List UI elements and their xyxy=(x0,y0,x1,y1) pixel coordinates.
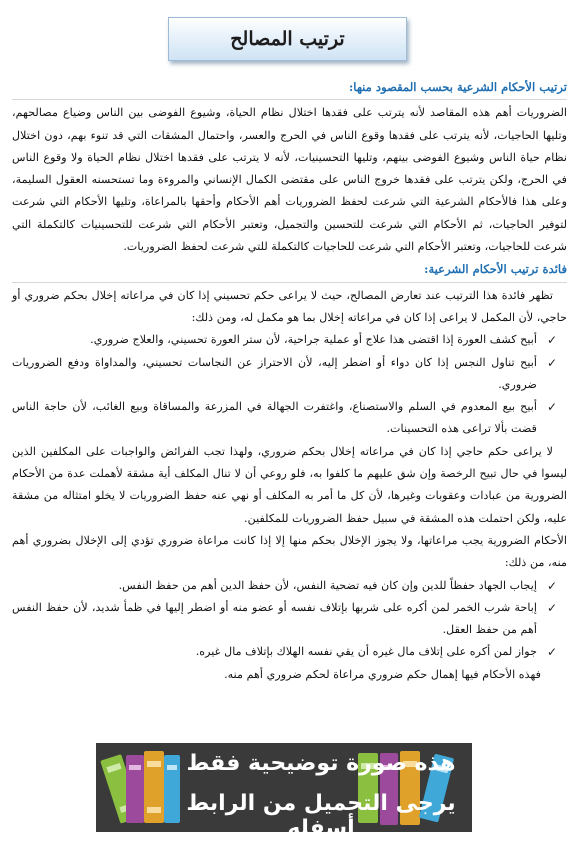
list-item xyxy=(12,329,563,351)
section2-paragraph3: الأحكام الضرورية يجب مراعاتها، ولا يجوز الإخلال بحكم منها إلا إذا كانت مراعاة ضروري تؤدي إلى الإخلال بضروري أهم منه، من ذلك: xyxy=(12,533,567,570)
list-item-text: إيجاب الجهاد حفظاً للدين وإن كان فيه تضحية النفس، لأن حفظ الدين أهم من حفظ النفس. xyxy=(118,578,537,592)
list-item xyxy=(12,352,563,397)
list-item xyxy=(12,597,563,642)
section1-paragraph: الضروريات أهم هذه المقاصد لأنه يترتب على فقدها اختلال نظام الحياة، وشيوع الفوضى بين الناس وضياع مصالحهم، وتليها الحاجيات، لأنه يترتب على فقدها وقوع الناس في الحرج والعسر، واحتمال المشقات التي قد تنوء بهم، دون اختلال نظام حياة الناس وشيوع الفوضى بينهم، وتليها التحسينيات، لأنه لا يترتب على فقدها اختلال نظام الحياة ولا وقوع الناس في الحرج، ولكن يترتب على فقدها خروج الناس على مقتضى الكمال الإنساني والمروءة وما تستحسنه العقول السليمة، وعلى هذا فالأحكام الشرعية التي شرعت لحفظ الضروريات أهم الأحكام وأحقها بالمراعاة، وتليها الأحكام التي شرعت لتوفير الحاجيات، ثم الأحكام التي شرعت للتحسين والتجميل، وتعتبر الأحكام التي شرعت للتحسينيات كالتكملة التي شرعت للحاجيات، وتعتبر الأحكام التي شرعت للحاجيات كالتكملة للتي شرعت لحفظ الضروريات. xyxy=(12,106,567,254)
list-item-text: أبيح كشف العورة إذا اقتضى هذا علاج أو عملية جراحية، لأن ستر العورة تحسيني، والعلاج ضروري. xyxy=(90,333,537,347)
list-item xyxy=(12,575,563,597)
check-icon: ✓ xyxy=(546,355,557,370)
book-icon xyxy=(144,751,164,823)
check-icon: ✓ xyxy=(546,600,557,615)
section2-paragraph2: لا يراعى حكم حاجي إذا كان في مراعاته إخلال بحكم ضروري، ولهذا تجب الفرائض والواجبات على المكلفين الذين ليسوا في حال تبيح الرخصة وإن شق عليهم ما كلفوا به، فلو روعي أن لا تنال المكلف أية مشقة لأهملت عدة من الأحكام الضرورية من عبادات وعقوبات وغيرها، لأن كل ما أمر به المكلف أو نهي عنه حفظ الضروريات لا يخلو امتثاله من مشقة عليه، ولكن احتملت هذه المشقة في سبيل حفظ الضروريات للمكلفين. xyxy=(12,444,567,525)
banner-line2: يرجى التحميل من الرابط أسفله xyxy=(186,791,456,841)
section2-heading-wrap xyxy=(12,258,567,282)
banner-line1: هذه صورة توضيحية فقط xyxy=(186,751,456,776)
section2-intro: تظهر فائدة هذا الترتيب عند تعارض المصالح، حيث لا يراعى حكم تحسيني إذا كان في مراعاته إخلال بحكم ضروري أو حاجي، لأن المكمل لا يراعى إذا كان في مراعاته إخلال بما هو مكمل له، ومن ذلك: xyxy=(12,288,567,324)
section2-closing: فهذه الأحكام فيها إهمال حكم ضروري مراعاة لحكم ضروري أهم منه. xyxy=(224,667,541,681)
checklist-1 xyxy=(12,329,567,440)
list-item xyxy=(12,641,563,663)
list-item-text: أبيح تناول النجس إذا كان دواء أو اضطر إليه، لأن الاحتراز عن النجاسات تحسيني، والمداواة ودفع الضروريات ضروري. xyxy=(12,355,537,391)
check-icon: ✓ xyxy=(546,645,557,660)
check-icon: ✓ xyxy=(546,578,557,593)
section1-heading: ترتيب الأحكام الشرعية بحسب المقصود منها: xyxy=(349,80,567,94)
checklist-2 xyxy=(12,575,567,664)
title-box xyxy=(168,17,407,61)
page-title: ترتيب المصالح xyxy=(230,28,345,50)
list-item-text: أبيح بيع المعدوم في السلم والاستصناع، واغتفرت الجهالة في المزرعة والمساقاة وبيع الغائب، لأن حاجة الناس قضت بألا تراعى هذه التحسينات. xyxy=(12,400,537,436)
list-item-text: إباحة شرب الخمر لمن أكره على شربها بإتلاف نفسه أو عضو منه أو اضطر إليها في ظمأ شديد، لأن حفظ النفس أهم من حفظ العقل. xyxy=(12,600,537,637)
list-item xyxy=(12,396,563,441)
book-icon xyxy=(164,755,180,823)
document-body xyxy=(12,76,567,686)
section1-heading-wrap xyxy=(12,76,567,100)
preview-banner xyxy=(96,743,472,841)
check-icon: ✓ xyxy=(546,400,557,415)
check-icon: ✓ xyxy=(546,333,557,348)
section2-heading: فائدة ترتيب الأحكام الشرعية: xyxy=(424,262,567,277)
list-item-text: جواز لمن أكره على إتلاف مال غيره أن يقي نفسه الهلاك بإتلاف مال غيره. xyxy=(195,645,537,659)
book-icon xyxy=(126,755,144,823)
